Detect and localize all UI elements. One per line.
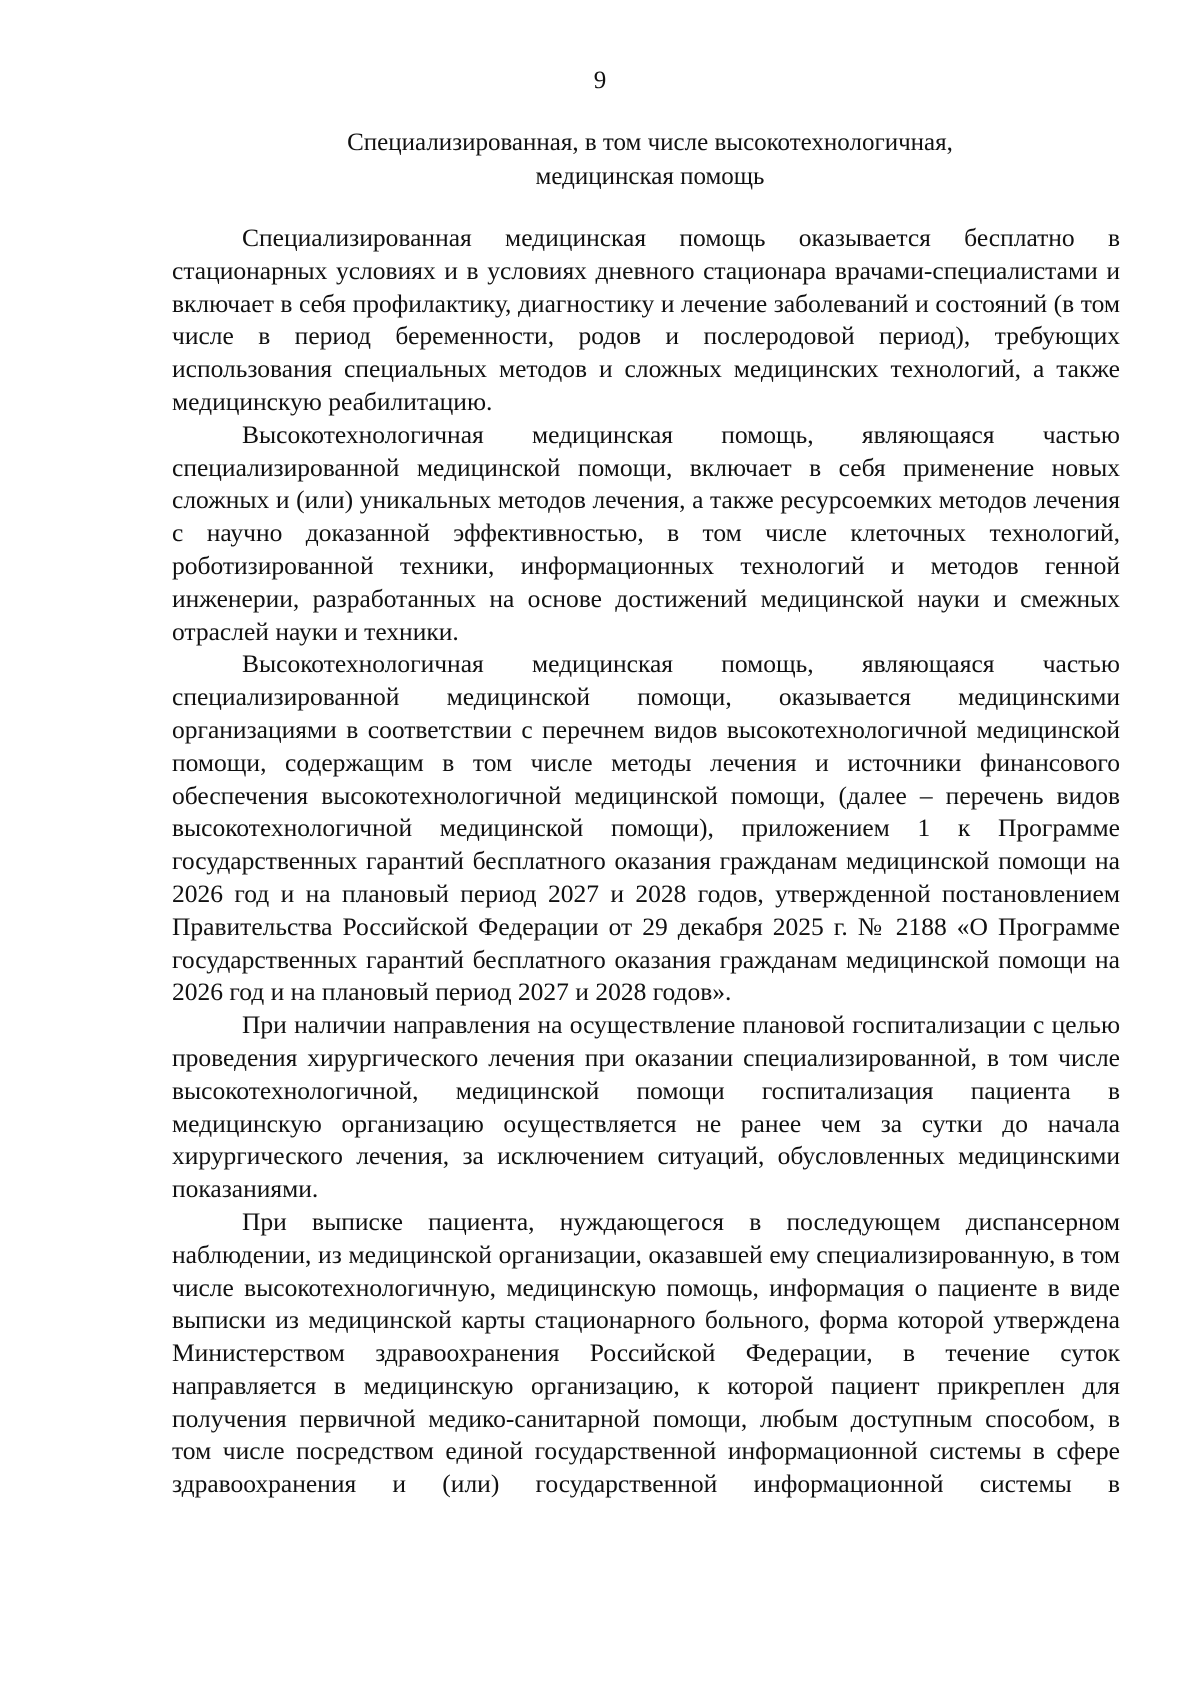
body-text [172,222,1120,1501]
section-heading [200,126,1100,194]
section-heading-line-2: медицинская помощь [535,163,765,190]
paragraph-discharge-information: При выписке пациента, нуждающегося в последующем диспансерном наблюдении, из медицинской организации, оказавшей ему специализированную, в том числе высокотехнологичную, медицинскую помощь, информация о пациенте в виде выписки из медицинской карты стационарного больного, форма которой утверждена Министерством здравоохранения Российской Федерации, в течение суток направляется в медицинскую организацию, к которой пациент прикреплен для получения первичной медико-санитарной помощи, любым доступным способом, в том числе посредством единой государственной информационной системы в сфере здравоохранения и (или) государственной информационной системы в [172,1206,1120,1499]
paragraph-high-tech-care-definition: Высокотехнологичная медицинская помощь, являющаяся частью специализированной медицинской помощи, включает в себя применение новых сложных и (или) уникальных методов лечения, а также ресурсоемких методов лечения с научно доказанной эффективностью, в том числе клеточных технологий, роботизированной техники, информационных технологий и методов генной инженерии, разработанных на основе достижений медицинской науки и смежных отраслей науки и техники. [172,419,1120,646]
paragraph-planned-hospitalization: При наличии направления на осуществление плановой госпитализации с целью проведения хирургического лечения при оказании специализированной, в том числе высокотехнологичной, медицинской помощи госпитализация пациента в медицинскую организацию осуществляется не ранее чем за сутки до начала хирургического лечения, за исключением ситуаций, обусловленных медицинскими показаниями. [172,1010,1120,1204]
paragraph-specialized-care: Специализированная медицинская помощь оказывается бесплатно в стационарных условиях и в условиях дневного стационара врачами-специалистами и включает в себя профилактику, диагностику и лечение заболеваний и состояний (в том числе в период беременности, родов и послеродовой период), требующих использования специальных методов и сложных медицинских технологий, а также медицинскую реабилитацию. [172,223,1120,416]
section-heading-line-1: Специализированная, в том числе высокотехнологичная, [347,129,953,156]
paragraph-high-tech-care-list: Высокотехнологичная медицинская помощь, являющаяся частью специализированной медицинской помощи, оказывается медицинскими организациями в соответствии с перечнем видов высокотехнологичной медицинской помощи, содержащим в том числе методы лечения и источники финансового обеспечения высокотехнологичной медицинской помощи, (далее – перечень видов высокотехнологичной медицинской помощи), приложением 1 к Программе государственных гарантий бесплатного оказания гражданам медицинской помощи на 2026 год и на плановый период 2027 и 2028 годов, утвержденной постановлением Правительства Российской Федерации от 29 декабря 2025 г. № 2188 «О Программе государственных гарантий бесплатного оказания гражданам медицинской помощи на 2026 год и на плановый период 2027 и 2028 годов». [172,649,1120,1007]
page-number: 9 [593,67,607,94]
